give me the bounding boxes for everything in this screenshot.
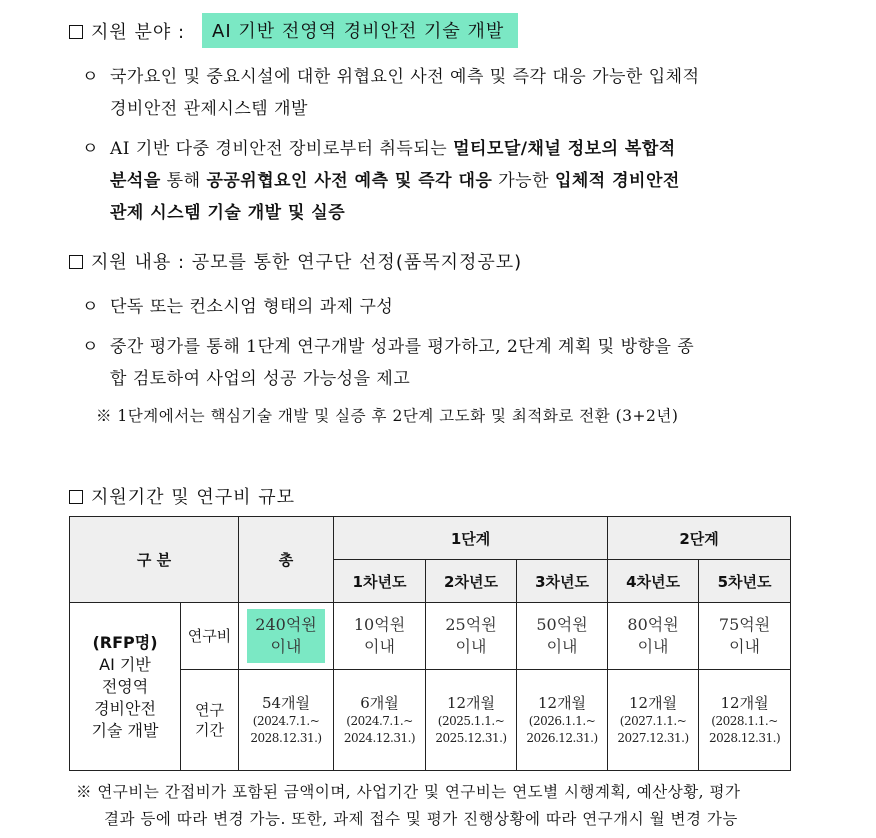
period-total-cell: 54개월 (2024.7.1.~ 2028.12.31.) [239, 670, 334, 771]
s2-note: ※ 1단계에서는 핵심기술 개발 및 실증 후 2단계 고도화 및 최적화로 전환 (3+2년) [96, 407, 679, 425]
period-year-1: 6개월 (2024.7.1.~ 2024.12.31.) [334, 670, 426, 771]
checkbox-square-icon [69, 490, 83, 504]
header-total: 총 [239, 517, 334, 603]
checkbox-square-icon [69, 25, 83, 39]
bullet-circle-icon: ㅇ [82, 337, 99, 357]
budget-year-2: 25억원 이내 [426, 603, 517, 670]
header-category: 구 분 [70, 517, 239, 603]
budget-year-1: 10억원 이내 [334, 603, 426, 670]
header-year-1: 1차년도 [334, 560, 426, 603]
section1-highlight: AI 기반 전영역 경비안전 기술 개발 [202, 13, 518, 48]
budget-year-5: 75억원 이내 [699, 603, 791, 670]
bullet-circle-icon: ㅇ [82, 67, 99, 87]
header-year-3: 3차년도 [517, 560, 608, 603]
section1-label: 지원 분야 : [91, 22, 186, 43]
project-name-cell: (RFP명) AI 기반 전영역 경비안전 기술 개발 [70, 603, 181, 771]
section2-label: 지원 내용 : 공모를 통한 연구단 선정(품목지정공모) [91, 252, 523, 273]
checkbox-square-icon [69, 255, 83, 269]
budget-year-3: 50억원 이내 [517, 603, 608, 670]
s1-b2-line1: AI 기반 다중 경비안전 장비로부터 취득되는 멀티모달/채널 정보의 복합적 [110, 139, 676, 159]
header-stage2: 2단계 [608, 517, 791, 560]
bullet-circle-icon: ㅇ [82, 139, 99, 159]
s1-b2-line3: 관제 시스템 기술 개발 및 실증 [110, 203, 346, 223]
s1-b1-line2: 경비안전 관제시스템 개발 [110, 99, 308, 119]
section3-label: 지원기간 및 연구비 규모 [91, 487, 296, 508]
section3-heading [69, 483, 295, 509]
header-stage1: 1단계 [334, 517, 608, 560]
s1-b2-line2: 분석을 통해 공공위협요인 사전 예측 및 즉각 대응 가능한 입체적 경비안전 [110, 171, 680, 191]
period-year-2: 12개월 (2025.1.1.~ 2025.12.31.) [426, 670, 517, 771]
row-label-budget: 연구비 [181, 603, 239, 670]
header-year-2: 2차년도 [426, 560, 517, 603]
footnote-line1: ※ 연구비는 간접비가 포함된 금액이며, 사업기간 및 연구비는 연도별 시행계획, 예산상황, 평가 [76, 783, 741, 801]
footnote-line2: 결과 등에 따라 변경 가능. 또한, 과제 접수 및 평가 진행상황에 따라 연구개시 월 변경 가능 [104, 810, 738, 828]
period-year-3: 12개월 (2026.1.1.~ 2026.12.31.) [517, 670, 608, 771]
s1-b1-line1: 국가요인 및 중요시설에 대한 위협요인 사전 예측 및 즉각 대응 가능한 입체적 [110, 67, 700, 87]
header-year-4: 4차년도 [608, 560, 699, 603]
budget-table [69, 516, 791, 771]
row-label-period: 연구 기간 [181, 670, 239, 771]
s2-b2-line2: 합 검토하여 사업의 성공 가능성을 제고 [110, 369, 411, 389]
section2-heading [69, 248, 522, 274]
budget-total-cell: 240억원 이내 [239, 603, 334, 670]
s2-b2-line1: 중간 평가를 통해 1단계 연구개발 성과를 평가하고, 2단계 계획 및 방향을 종 [110, 337, 695, 357]
s2-b1: 단독 또는 컨소시엄 형태의 과제 구성 [110, 297, 394, 317]
bullet-circle-icon: ㅇ [82, 297, 99, 317]
header-year-5: 5차년도 [699, 560, 791, 603]
period-year-5: 12개월 (2028.1.1.~ 2028.12.31.) [699, 670, 791, 771]
budget-year-4: 80억원 이내 [608, 603, 699, 670]
section1-heading [69, 18, 185, 44]
period-year-4: 12개월 (2027.1.1.~ 2027.12.31.) [608, 670, 699, 771]
